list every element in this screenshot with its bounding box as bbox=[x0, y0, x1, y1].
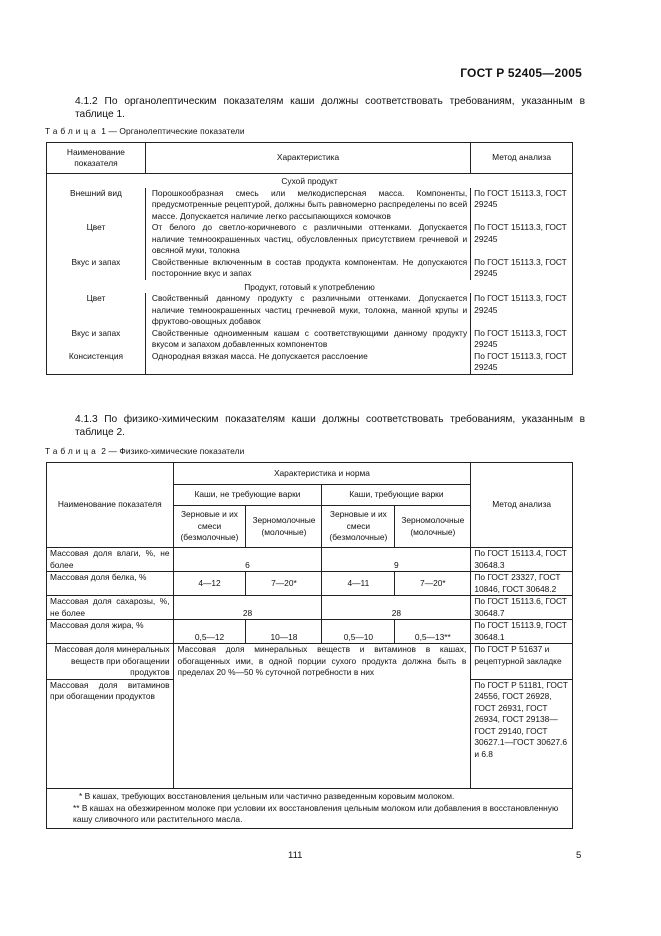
footnote-2: ** В кашах на обезжиренном молоке при условии их восстановления цельным молоком или добавления в восстановленную кашу сливочного или растительного масла. bbox=[73, 802, 559, 824]
t2-header-milk-1: Зерномолочные (молочные) bbox=[246, 506, 322, 548]
t2-header-name: Наименование показателя bbox=[47, 463, 174, 548]
t1-section-dry: Сухой продукт bbox=[47, 174, 573, 188]
paragraph-4-1-3: 4.1.3 По физико-химическим показателям каши должны соответствовать требованиям, указанным в таблице 2. bbox=[75, 414, 585, 438]
table1-caption: Таблица 1 — Органолептические показатели bbox=[45, 126, 245, 136]
t2-header-char: Характеристика и норма bbox=[173, 463, 471, 485]
table2-caption: Таблица 2 — Физико-химические показатели bbox=[45, 446, 245, 456]
table-row: Внешний вид Порошкообразная смесь или мелкодисперсная масса. Компоненты, предусмотренные рецептурой, должны быть равномерно распределены по всей массе. Допускается наличие легко рассыпающихся комочков По ГОСТ 15113.3, ГОСТ 29245 bbox=[47, 188, 573, 223]
paragraph-4-1-2: 4.1.2 По органолептическим показателям каши должны соответствовать требованиям, указанным в таблице 1. bbox=[75, 96, 585, 120]
table-row: Массовая доля белка, % 4—12 7—20* 4—11 7—20* По ГОСТ 23327, ГОСТ 10846, ГОСТ 30648.2 bbox=[47, 572, 573, 596]
t1-header-name: Наименование показателя bbox=[47, 143, 146, 174]
table2 bbox=[46, 462, 573, 789]
page-number-center: 111 bbox=[288, 850, 303, 861]
t2-header-grain-1: Зерновые и их смеси (безмолочные) bbox=[173, 506, 246, 548]
table-row: Цвет От белого до светло-коричневого с различными оттенками. Допускается наличие темноокрашенных частиц, обусловленных присутствием гречневой и овсяной муки, толокна По ГОСТ 15113.3, ГОСТ 29245 bbox=[47, 222, 573, 257]
table-row: Массовая доля влаги, %, не более 6 9 По ГОСТ 15113.4, ГОСТ 30648.3 bbox=[47, 548, 573, 572]
table-row: Вкус и запах Свойственные включенным в состав продукта компонентам. Не допускаются посторонние вкус и запах По ГОСТ 15113.3, ГОСТ 29245 bbox=[47, 257, 573, 280]
t2-header-nocook: Каши, не требующие варки bbox=[173, 485, 322, 506]
table-row: Консистенция Однородная вязкая масса. Не допускается расслоение По ГОСТ 15113.3, ГОСТ 29245 bbox=[47, 351, 573, 375]
table-row: Массовая доля жира, % 0,5—12 10—18 0,5—10 0,5—13** По ГОСТ 15113.9, ГОСТ 30648.1 bbox=[47, 620, 573, 644]
t1-header-char: Характеристика bbox=[145, 143, 470, 174]
t2-header-method: Метод анализа bbox=[471, 463, 573, 548]
document-header: ГОСТ Р 52405—2005 bbox=[460, 66, 582, 80]
table-row: Массовая доля витаминов при обогащении продуктов По ГОСТ Р 51181, ГОСТ 24556, ГОСТ 26928, ГОСТ 26931, ГОСТ 26934, ГОСТ 29138—ГОСТ 29140, ГОСТ 30627.1—ГОСТ 30627.6 и 6.8 bbox=[47, 679, 573, 788]
table2-footnotes bbox=[46, 789, 573, 829]
table1 bbox=[46, 142, 573, 375]
t1-header-method: Метод анализа bbox=[471, 143, 573, 174]
footnote-1: * В кашах, требующих восстановления цельным или частично разведенным коровьим молоком. bbox=[79, 791, 455, 801]
table-row: Массовая доля минеральных веществ при обогащении продуктов Массовая доля минеральных веществ и витаминов в кашах, обогащенных ими, в одной порции сухого продукта должна быть в пределах 20 %—50 % суточной потребности в них По ГОСТ Р 51637 и рецептурной закладке bbox=[47, 644, 573, 680]
table-row: Массовая доля сахарозы, %, не более 28 28 По ГОСТ 15113.6, ГОСТ 30648.7 bbox=[47, 596, 573, 620]
t1-section-ready: Продукт, готовый к употреблению bbox=[47, 280, 573, 294]
t2-header-grain-2: Зерновые и их смеси (безмолочные) bbox=[322, 506, 395, 548]
t2-header-cook: Каши, требующие варки bbox=[322, 485, 471, 506]
t2-merged-note: Массовая доля минеральных веществ и витаминов в кашах, обогащенных ими, в одной порции сухого продукта должна быть в пределах 20 %—50 % суточной потребности в них bbox=[173, 644, 471, 789]
t2-header-milk-2: Зерномолочные (молочные) bbox=[395, 506, 471, 548]
table-row: Вкус и запах Свойственные одноименным кашам с соответствующими данному продукту вкусом и запахом добавленных компонентов По ГОСТ 15113.3, ГОСТ 29245 bbox=[47, 328, 573, 351]
table-row: Цвет Свойственный данному продукту с различными оттенками. Допускается наличие темноокрашенных частиц гречневой муки, толокна, манной крупы и фруктово-овощных добавок По ГОСТ 15113.3, ГОСТ 29245 bbox=[47, 293, 573, 328]
page-number-right: 5 bbox=[576, 850, 582, 861]
